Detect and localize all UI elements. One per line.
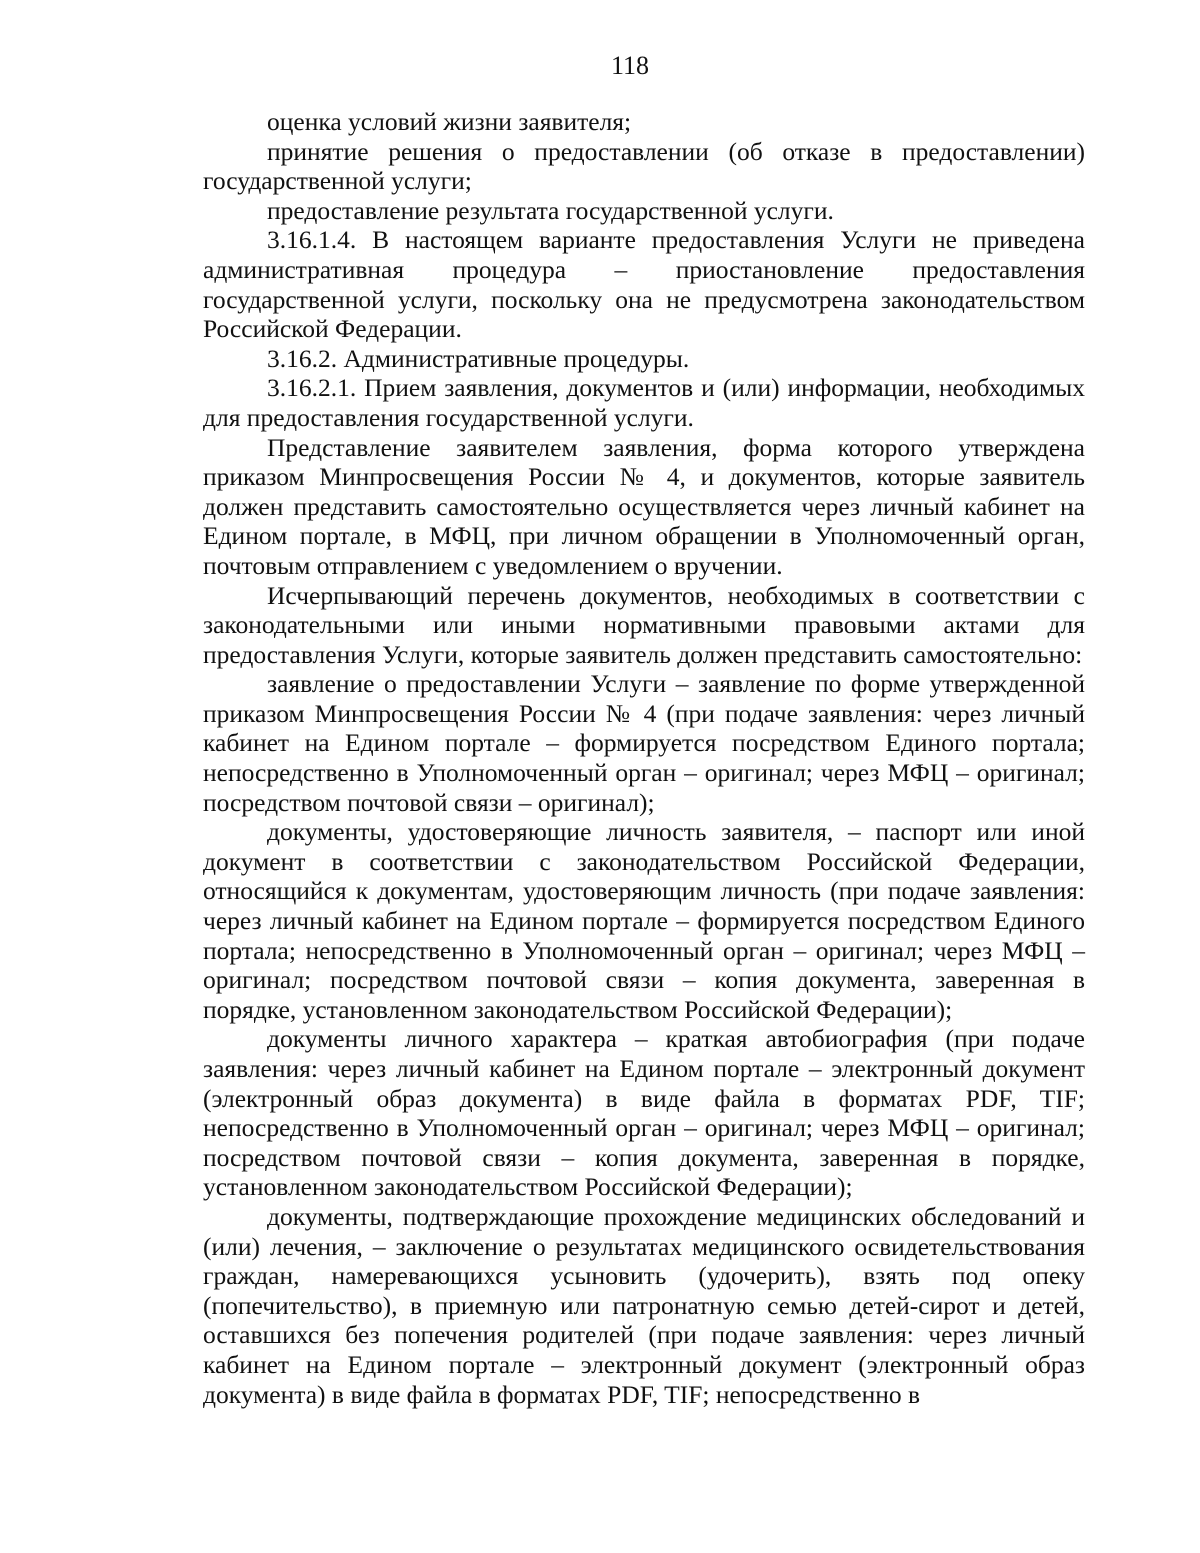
paragraph: Исчерпывающий перечень документов, необходимых в соответствии с законодательными или иными нормативными правовыми актами для предоставления Услуги, которые заявитель должен представить самостоятельно: (203, 580, 1085, 669)
document-body (203, 107, 1085, 1409)
paragraph: 3.16.1.4. В настоящем варианте предоставления Услуги не приведена административная процедура – приостановление предоставления государственной услуги, поскольку она не предусмотрена законодательством Российской Федерации. (203, 225, 1085, 344)
paragraph: документы, подтверждающие прохождение медицинских обследований и (или) лечения, – заключение о результатах медицинского освидетельствования граждан, намеревающихся усыновить (удочерить), взять под опеку (попечительство), в приемную или патронатную семью детей-сирот и детей, оставшихся без попечения родителей (при подаче заявления: через личный кабинет на Едином портале – электронный документ (электронный образ документа) в виде файла в форматах PDF, TIF; непосредственно в (203, 1201, 1085, 1409)
paragraph: 3.16.2. Административные процедуры. (267, 343, 690, 373)
paragraph: принятие решения о предоставлении (об отказе в предоставлении) государственной услуги; (203, 136, 1085, 196)
paragraph: предоставление результата государственной услуги. (267, 195, 834, 225)
paragraph: документы, удостоверяющие личность заявителя, – паспорт или иной документ в соответствии с законодательством Российской Федерации, относящийся к документам, удостоверяющим личность (при подаче заявления: через личный кабинет на Едином портале – формируется посредством Единого портала; непосредственно в Уполномоченный орган – оригинал; через МФЦ – оригинал; посредством почтовой связи – копия документа, заверенная в порядке, установленном законодательством Российской Федерации); (203, 817, 1085, 1024)
paragraph: документы личного характера – краткая автобиография (при подаче заявления: через личный кабинет на Едином портале – электронный документ (электронный образ документа) в виде файла в форматах PDF, TIF; непосредственно в Уполномоченный орган – оригинал; через МФЦ – оригинал; посредством почтовой связи – копия документа, заверенная в порядке, установленном законодательством Российской Федерации); (203, 1024, 1085, 1202)
paragraph: оценка условий жизни заявителя; (267, 107, 632, 136)
paragraph: Представление заявителем заявления, форма которого утверждена приказом Минпросвещения России № 4, и документов, которые заявитель должен представить самостоятельно осуществляется через личный кабинет на Едином портале, в МФЦ, при личном обращении в Уполномоченный орган, почтовым отправлением с уведомлением о вручении. (203, 432, 1085, 580)
paragraph: заявление о предоставлении Услуги – заявление по форме утвержденной приказом Минпросвещения России № 4 (при подаче заявления: через личный кабинет на Едином портале – формируется посредством Единого портала; непосредственно в Уполномоченный орган – оригинал; через МФЦ – оригинал; посредством почтовой связи – оригинал); (203, 669, 1085, 817)
page-number: 118 (610, 51, 650, 80)
paragraph: 3.16.2.1. Прием заявления, документов и (или) информации, необходимых для предоставления государственной услуги. (203, 373, 1085, 432)
